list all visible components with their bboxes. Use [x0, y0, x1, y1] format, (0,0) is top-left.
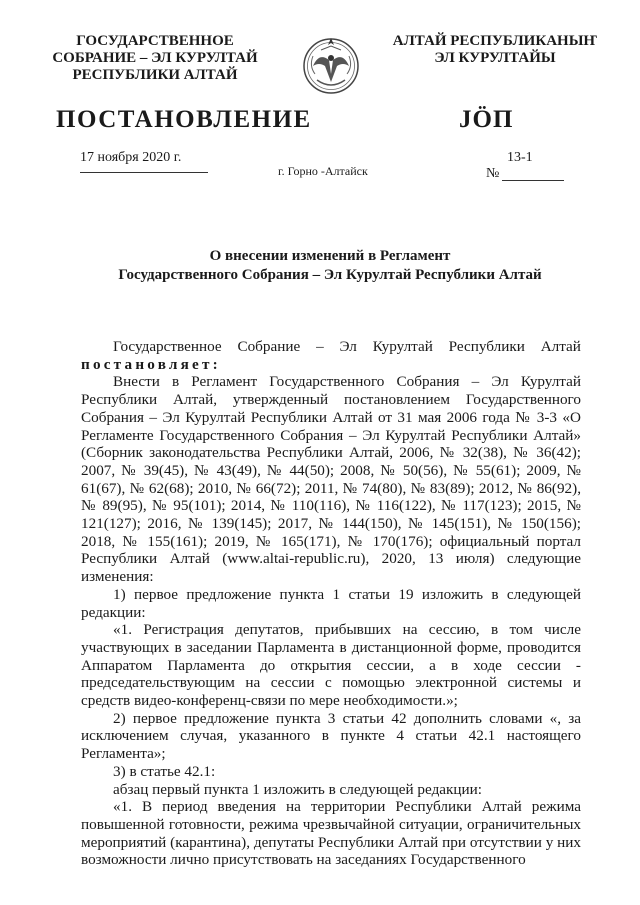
- body-paragraph: Внести в Регламент Государственного Собрания – Эл Курултай Республики Алтай, утвержденный постановлением Государственного Собрания – Эл Курултай Республики Алтай от 31 мая 2006 года № 3-3 «О Регламенте Государственного Собрания – Эл Курултай Республики Алтай» (Сборник законодательства Республики Алтай, 2006, № 32(38), № 36(42); 2007, № 39(45), № 43(49), № 44(50); 2008, № 50(56), № 55(61); 2009, № 61(67), № 62(68); 2010, № 66(72); 2011, № 74(80), № 83(89); 2012, № 86(92), № 89(95), № 95(101); 2014, № 110(116), № 116(122), № 117(123); 2015, № 121(127); 2016, № 139(145); 2017, № 144(150), № 145(151), № 150(156); 2018, № 155(161); 2019, № 165(171), № 170(176); официальный портал Республики Алтай (www.altai-republic.ru), 2020, 13 июля) следующие изменения:: [81, 373, 581, 586]
- body-paragraph: «1. В период введения на территории Республики Алтай режима повышенной готовности, режима чрезвычайной ситуации, ограничительных мероприятий (карантина), депутаты Республики Алтай при отсутствии у них возможности лично присутствовать на заседаниях Государственного: [81, 798, 581, 869]
- body-paragraph: 1) первое предложение пункта 1 статьи 19 изложить в следующей редакции:: [81, 585, 581, 621]
- body-paragraph: «1. Регистрация депутатов, прибывших на сессию, в том числе участвующих в заседании Парламента в дистанционной форме, проводится Аппаратом Парламента до открытия сессии, а в ходе сессии - председательствующим на сессии с помощью электронной системы и средств видео-конференц-связи по мере необходимости.»;: [81, 621, 581, 710]
- altai-republic-coat-of-arms-icon: [299, 30, 363, 102]
- document-number: 13-1: [507, 150, 533, 165]
- decree-title-altai: JӦП: [459, 106, 514, 133]
- date-underline: [80, 172, 208, 173]
- preamble-word: Государственное: [113, 338, 222, 355]
- preamble-line: [81, 338, 581, 356]
- decree-title-russian: ПОСТАНОВЛЕНИЕ: [56, 106, 312, 133]
- number-underline: [502, 180, 564, 181]
- document-body: [81, 338, 581, 869]
- preamble-word: Республики: [448, 338, 525, 355]
- document-title-line: Государственного Собрания – Эл Курултай Республики Алтай: [118, 267, 542, 283]
- org-name-line: ГОСУДАРСТВЕННОЕ: [76, 33, 234, 49]
- document-title-line: О внесении изменений в Регламент: [209, 248, 451, 264]
- document-date: 17 ноября 2020 г.: [80, 150, 182, 165]
- preamble-word: Эл: [339, 338, 357, 355]
- org-name-line: АЛТАЙ РЕСПУБЛИКАНЫҤ: [392, 33, 598, 49]
- preamble-word: Алтай: [540, 338, 581, 355]
- org-name-altai: [385, 33, 605, 67]
- org-name-line: ЭЛ КУРУЛТАЙЫ: [434, 50, 556, 66]
- body-paragraph: 2) первое предложение пункта 3 статьи 42 дополнить словами «, за исключением случая, указанного в пункте 4 статьи 42.1 настоящего Регламента»;: [81, 709, 581, 763]
- document-title: [80, 247, 580, 285]
- preamble-word: Собрание: [237, 338, 301, 355]
- body-paragraph: 3) в статье 42.1:: [113, 762, 216, 780]
- body-paragraph: абзац первый пункта 1 изложить в следующей редакции:: [113, 780, 483, 798]
- org-name-russian: [40, 33, 270, 84]
- number-sign: №: [486, 166, 500, 181]
- preamble-word: –: [316, 338, 324, 355]
- resolves-word: постановляет:: [81, 355, 221, 373]
- document-place: г. Горно -Алтайск: [278, 164, 368, 178]
- org-name-line: СОБРАНИЕ – ЭЛ КУРУЛТАЙ: [52, 50, 258, 66]
- preamble-word: Курултай: [372, 338, 433, 355]
- org-name-line: РЕСПУБЛИКИ АЛТАЙ: [72, 67, 238, 83]
